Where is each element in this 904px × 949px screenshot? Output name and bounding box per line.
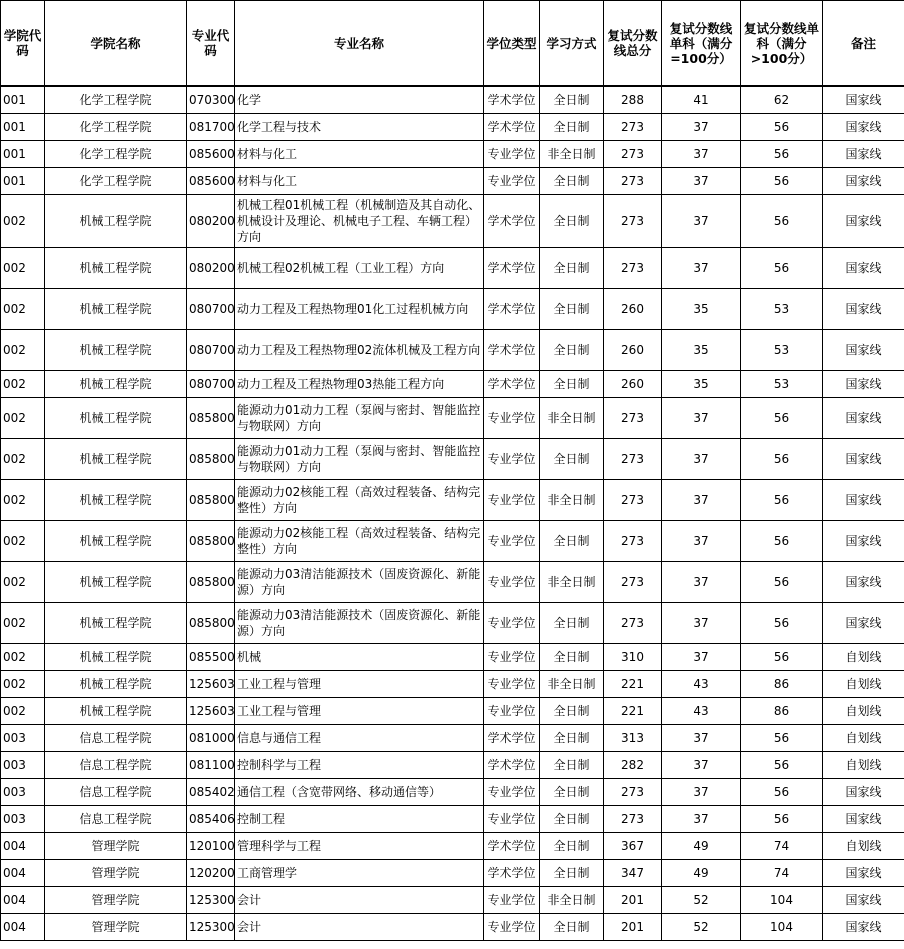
- cell-study-mode: 非全日制: [540, 887, 604, 914]
- cell-single-le100: 37: [662, 248, 741, 289]
- cell-major-code: 085500: [187, 644, 235, 671]
- cell-college-code: 002: [1, 671, 45, 698]
- cell-single-gt100: 56: [741, 562, 823, 603]
- table-row: [1, 725, 904, 752]
- cell-major-code: 125300: [187, 887, 235, 914]
- cell-total-score: 282: [604, 752, 662, 779]
- cell-major-code: 125603: [187, 698, 235, 725]
- table-row: [1, 330, 904, 371]
- cell-remark: 自划线: [823, 644, 904, 671]
- header-major-name: 专业名称: [235, 1, 484, 86]
- cell-single-gt100: 56: [741, 521, 823, 562]
- cell-single-gt100: 56: [741, 168, 823, 195]
- cell-study-mode: 全日制: [540, 168, 604, 195]
- cell-degree-type: 专业学位: [484, 779, 540, 806]
- cell-degree-type: 学术学位: [484, 330, 540, 371]
- table-row: [1, 141, 904, 168]
- table-row: [1, 833, 904, 860]
- cell-remark: 国家线: [823, 521, 904, 562]
- cell-total-score: 260: [604, 330, 662, 371]
- cell-major-name: 材料与化工: [235, 141, 484, 168]
- table-row: [1, 644, 904, 671]
- cell-single-le100: 49: [662, 860, 741, 887]
- table-row: [1, 914, 904, 941]
- cell-remark: 国家线: [823, 887, 904, 914]
- cell-college-name: 机械工程学院: [45, 289, 187, 330]
- table-row: [1, 195, 904, 248]
- table-row: [1, 752, 904, 779]
- cell-major-name: 能源动力01动力工程（泵阀与密封、智能监控与物联网）方向: [235, 398, 484, 439]
- cell-single-gt100: 56: [741, 195, 823, 248]
- cell-degree-type: 专业学位: [484, 141, 540, 168]
- cell-college-name: 机械工程学院: [45, 644, 187, 671]
- cell-major-name: 能源动力03清洁能源技术（固废资源化、新能源）方向: [235, 603, 484, 644]
- table-row: [1, 806, 904, 833]
- cell-study-mode: 全日制: [540, 833, 604, 860]
- cell-college-code: 002: [1, 248, 45, 289]
- cell-total-score: 273: [604, 114, 662, 141]
- cell-study-mode: 全日制: [540, 371, 604, 398]
- table-row: [1, 114, 904, 141]
- cell-major-code: 085800: [187, 398, 235, 439]
- cell-single-gt100: 56: [741, 248, 823, 289]
- cell-single-gt100: 56: [741, 114, 823, 141]
- cell-college-name: 机械工程学院: [45, 698, 187, 725]
- cell-remark: 自划线: [823, 752, 904, 779]
- cell-remark: 国家线: [823, 330, 904, 371]
- cell-college-name: 机械工程学院: [45, 371, 187, 398]
- cell-major-name: 会计: [235, 887, 484, 914]
- cell-college-name: 机械工程学院: [45, 671, 187, 698]
- cell-major-code: 120200: [187, 860, 235, 887]
- cell-remark: 国家线: [823, 860, 904, 887]
- cell-single-gt100: 86: [741, 671, 823, 698]
- cell-degree-type: 专业学位: [484, 806, 540, 833]
- cell-college-name: 管理学院: [45, 887, 187, 914]
- cell-single-le100: 37: [662, 439, 741, 480]
- cell-single-le100: 37: [662, 168, 741, 195]
- cell-single-gt100: 56: [741, 725, 823, 752]
- cell-total-score: 310: [604, 644, 662, 671]
- table-row: [1, 439, 904, 480]
- cell-single-gt100: 74: [741, 833, 823, 860]
- cell-single-gt100: 56: [741, 752, 823, 779]
- cell-total-score: 201: [604, 914, 662, 941]
- cell-study-mode: 全日制: [540, 603, 604, 644]
- table-row: [1, 698, 904, 725]
- header-single-gt100: 复试分数线单科（满分>100分）: [741, 1, 823, 86]
- cell-total-score: 273: [604, 141, 662, 168]
- cell-study-mode: 全日制: [540, 87, 604, 114]
- cell-college-code: 003: [1, 779, 45, 806]
- cell-college-name: 机械工程学院: [45, 398, 187, 439]
- table-row: [1, 671, 904, 698]
- cell-single-gt100: 56: [741, 779, 823, 806]
- cell-college-code: 004: [1, 887, 45, 914]
- cell-degree-type: 专业学位: [484, 562, 540, 603]
- cell-total-score: 273: [604, 521, 662, 562]
- table-row: [1, 887, 904, 914]
- cell-single-le100: 37: [662, 480, 741, 521]
- cell-major-name: 控制科学与工程: [235, 752, 484, 779]
- cell-major-code: 070300: [187, 87, 235, 114]
- cell-total-score: 273: [604, 439, 662, 480]
- header-total-line: 复试分数线总分: [604, 1, 662, 86]
- cell-college-code: 003: [1, 752, 45, 779]
- header-college-name: 学院名称: [45, 1, 187, 86]
- cell-study-mode: 全日制: [540, 806, 604, 833]
- cell-study-mode: 全日制: [540, 644, 604, 671]
- cell-remark: 国家线: [823, 248, 904, 289]
- cell-college-code: 002: [1, 480, 45, 521]
- table-row: [1, 603, 904, 644]
- cell-college-name: 管理学院: [45, 860, 187, 887]
- cell-single-gt100: 53: [741, 371, 823, 398]
- cell-total-score: 288: [604, 87, 662, 114]
- header-major-code: 专业代码: [187, 1, 235, 86]
- cell-study-mode: 非全日制: [540, 671, 604, 698]
- cell-study-mode: 全日制: [540, 248, 604, 289]
- cell-remark: 自划线: [823, 833, 904, 860]
- cell-single-le100: 35: [662, 330, 741, 371]
- table-row: [1, 779, 904, 806]
- cell-single-gt100: 86: [741, 698, 823, 725]
- cell-single-le100: 37: [662, 398, 741, 439]
- cell-degree-type: 学术学位: [484, 289, 540, 330]
- cell-study-mode: 全日制: [540, 860, 604, 887]
- cell-total-score: 367: [604, 833, 662, 860]
- cell-college-name: 化学工程学院: [45, 168, 187, 195]
- cell-major-name: 机械工程01机械工程（机械制造及其自动化、机械设计及理论、机械电子工程、车辆工程）方向: [235, 195, 484, 248]
- cell-major-name: 会计: [235, 914, 484, 941]
- cell-major-code: 081000: [187, 725, 235, 752]
- cell-total-score: 273: [604, 603, 662, 644]
- cell-degree-type: 专业学位: [484, 168, 540, 195]
- cell-single-gt100: 104: [741, 914, 823, 941]
- cell-single-gt100: 56: [741, 398, 823, 439]
- cell-college-code: 001: [1, 114, 45, 141]
- cell-remark: 国家线: [823, 779, 904, 806]
- cell-major-code: 080200: [187, 195, 235, 248]
- cell-major-name: 能源动力02核能工程（高效过程装备、结构完整性）方向: [235, 521, 484, 562]
- header-row: [1, 1, 904, 86]
- cell-single-le100: 37: [662, 195, 741, 248]
- table-row: [1, 860, 904, 887]
- cell-study-mode: 非全日制: [540, 141, 604, 168]
- cell-single-gt100: 56: [741, 806, 823, 833]
- cell-college-code: 004: [1, 914, 45, 941]
- cell-major-code: 085402: [187, 779, 235, 806]
- cell-degree-type: 专业学位: [484, 521, 540, 562]
- cell-single-le100: 49: [662, 833, 741, 860]
- cell-degree-type: 专业学位: [484, 644, 540, 671]
- cell-degree-type: 学术学位: [484, 860, 540, 887]
- cell-degree-type: 专业学位: [484, 480, 540, 521]
- cell-single-gt100: 56: [741, 439, 823, 480]
- cell-college-code: 002: [1, 195, 45, 248]
- cell-college-name: 管理学院: [45, 833, 187, 860]
- cell-total-score: 201: [604, 887, 662, 914]
- cell-major-name: 动力工程及工程热物理01化工过程机械方向: [235, 289, 484, 330]
- cell-remark: 国家线: [823, 562, 904, 603]
- cell-remark: 自划线: [823, 698, 904, 725]
- cell-college-name: 化学工程学院: [45, 87, 187, 114]
- cell-single-gt100: 56: [741, 603, 823, 644]
- cell-single-le100: 37: [662, 806, 741, 833]
- cell-degree-type: 学术学位: [484, 87, 540, 114]
- cell-college-code: 002: [1, 644, 45, 671]
- table-row: [1, 87, 904, 114]
- cell-single-le100: 43: [662, 698, 741, 725]
- cell-single-le100: 37: [662, 521, 741, 562]
- cell-major-code: 085600: [187, 141, 235, 168]
- cell-remark: 国家线: [823, 168, 904, 195]
- cell-remark: 国家线: [823, 480, 904, 521]
- cell-single-le100: 37: [662, 752, 741, 779]
- cell-single-le100: 37: [662, 644, 741, 671]
- cell-college-name: 信息工程学院: [45, 806, 187, 833]
- cell-major-code: 080700: [187, 330, 235, 371]
- cell-major-code: 080700: [187, 289, 235, 330]
- cell-college-code: 002: [1, 562, 45, 603]
- cell-major-name: 机械: [235, 644, 484, 671]
- cell-degree-type: 专业学位: [484, 887, 540, 914]
- cell-college-code: 004: [1, 833, 45, 860]
- cell-college-code: 002: [1, 371, 45, 398]
- cell-remark: 国家线: [823, 141, 904, 168]
- cell-major-name: 管理科学与工程: [235, 833, 484, 860]
- cell-degree-type: 学术学位: [484, 752, 540, 779]
- cell-single-le100: 52: [662, 887, 741, 914]
- cell-degree-type: 学术学位: [484, 725, 540, 752]
- cell-single-le100: 35: [662, 371, 741, 398]
- cell-study-mode: 全日制: [540, 289, 604, 330]
- cell-major-code: 080200: [187, 248, 235, 289]
- cell-college-code: 002: [1, 521, 45, 562]
- cell-single-le100: 37: [662, 779, 741, 806]
- cell-single-gt100: 53: [741, 289, 823, 330]
- table-row: [1, 521, 904, 562]
- cell-total-score: 313: [604, 725, 662, 752]
- cell-total-score: 273: [604, 806, 662, 833]
- cell-college-name: 管理学院: [45, 914, 187, 941]
- cell-single-gt100: 62: [741, 87, 823, 114]
- cell-single-gt100: 56: [741, 480, 823, 521]
- cell-study-mode: 全日制: [540, 752, 604, 779]
- cell-major-name: 能源动力03清洁能源技术（固废资源化、新能源）方向: [235, 562, 484, 603]
- cell-remark: 国家线: [823, 371, 904, 398]
- cell-single-le100: 37: [662, 562, 741, 603]
- cell-college-name: 信息工程学院: [45, 752, 187, 779]
- cell-single-le100: 37: [662, 141, 741, 168]
- cell-remark: 国家线: [823, 289, 904, 330]
- cell-remark: 自划线: [823, 725, 904, 752]
- cell-college-name: 机械工程学院: [45, 480, 187, 521]
- table-row: [1, 398, 904, 439]
- cell-remark: 国家线: [823, 398, 904, 439]
- header-college-code: 学院代码: [1, 1, 45, 86]
- cell-major-code: 085800: [187, 480, 235, 521]
- cell-study-mode: 全日制: [540, 439, 604, 480]
- cell-study-mode: 非全日制: [540, 562, 604, 603]
- table-row: [1, 371, 904, 398]
- cell-single-gt100: 53: [741, 330, 823, 371]
- cell-degree-type: 专业学位: [484, 671, 540, 698]
- cell-college-code: 003: [1, 806, 45, 833]
- cell-remark: 国家线: [823, 87, 904, 114]
- header-single-le100: 复试分数线单科（满分=100分）: [662, 1, 741, 86]
- cell-degree-type: 专业学位: [484, 398, 540, 439]
- cell-remark: 国家线: [823, 603, 904, 644]
- cell-college-name: 机械工程学院: [45, 439, 187, 480]
- cell-single-le100: 43: [662, 671, 741, 698]
- cell-college-name: 化学工程学院: [45, 141, 187, 168]
- cell-college-name: 机械工程学院: [45, 195, 187, 248]
- cell-study-mode: 全日制: [540, 725, 604, 752]
- cell-total-score: 273: [604, 248, 662, 289]
- table-row: [1, 480, 904, 521]
- cell-college-name: 信息工程学院: [45, 725, 187, 752]
- cell-total-score: 273: [604, 195, 662, 248]
- cell-major-code: 085800: [187, 521, 235, 562]
- cell-major-code: 085800: [187, 439, 235, 480]
- cell-total-score: 260: [604, 289, 662, 330]
- cell-total-score: 273: [604, 168, 662, 195]
- cell-college-code: 002: [1, 439, 45, 480]
- cell-study-mode: 全日制: [540, 914, 604, 941]
- cell-major-name: 控制工程: [235, 806, 484, 833]
- cell-degree-type: 学术学位: [484, 195, 540, 248]
- cell-major-name: 动力工程及工程热物理02流体机械及工程方向: [235, 330, 484, 371]
- cell-college-name: 信息工程学院: [45, 779, 187, 806]
- cell-total-score: 260: [604, 371, 662, 398]
- table-row: [1, 562, 904, 603]
- cell-degree-type: 专业学位: [484, 914, 540, 941]
- table-row: [1, 248, 904, 289]
- cell-college-code: 001: [1, 87, 45, 114]
- cell-single-le100: 37: [662, 114, 741, 141]
- cell-college-name: 机械工程学院: [45, 521, 187, 562]
- cell-major-name: 通信工程（含宽带网络、移动通信等）: [235, 779, 484, 806]
- cell-major-code: 085406: [187, 806, 235, 833]
- table-row: [1, 168, 904, 195]
- cell-total-score: 273: [604, 562, 662, 603]
- table-body: [1, 86, 904, 941]
- cell-major-name: 工业工程与管理: [235, 698, 484, 725]
- cell-college-code: 002: [1, 603, 45, 644]
- cell-study-mode: 全日制: [540, 114, 604, 141]
- cell-college-name: 机械工程学院: [45, 248, 187, 289]
- cell-major-code: 120100: [187, 833, 235, 860]
- table-row: [1, 289, 904, 330]
- header-remark: 备注: [823, 1, 904, 86]
- cell-college-code: 004: [1, 860, 45, 887]
- cell-major-name: 工商管理学: [235, 860, 484, 887]
- cell-total-score: 273: [604, 480, 662, 521]
- cell-degree-type: 专业学位: [484, 439, 540, 480]
- cell-major-name: 机械工程02机械工程（工业工程）方向: [235, 248, 484, 289]
- cell-remark: 国家线: [823, 914, 904, 941]
- cell-single-gt100: 56: [741, 644, 823, 671]
- cell-single-le100: 35: [662, 289, 741, 330]
- cell-total-score: 273: [604, 398, 662, 439]
- cell-major-name: 工业工程与管理: [235, 671, 484, 698]
- cell-degree-type: 专业学位: [484, 698, 540, 725]
- cell-major-code: 125300: [187, 914, 235, 941]
- cell-study-mode: 全日制: [540, 330, 604, 371]
- cell-study-mode: 全日制: [540, 698, 604, 725]
- cell-remark: 国家线: [823, 806, 904, 833]
- cell-single-le100: 37: [662, 725, 741, 752]
- cell-major-name: 动力工程及工程热物理03热能工程方向: [235, 371, 484, 398]
- cell-major-code: 080700: [187, 371, 235, 398]
- header-study-mode: 学习方式: [540, 1, 604, 86]
- cell-major-code: 085600: [187, 168, 235, 195]
- cell-remark: 国家线: [823, 114, 904, 141]
- cell-college-code: 002: [1, 330, 45, 371]
- cell-total-score: 347: [604, 860, 662, 887]
- cell-total-score: 221: [604, 671, 662, 698]
- cell-degree-type: 学术学位: [484, 371, 540, 398]
- cell-major-code: 085800: [187, 603, 235, 644]
- cell-single-gt100: 56: [741, 141, 823, 168]
- cell-college-code: 002: [1, 289, 45, 330]
- cell-single-gt100: 104: [741, 887, 823, 914]
- cell-major-code: 081100: [187, 752, 235, 779]
- cell-college-code: 002: [1, 398, 45, 439]
- cell-major-name: 化学: [235, 87, 484, 114]
- cell-single-gt100: 74: [741, 860, 823, 887]
- cell-major-code: 085800: [187, 562, 235, 603]
- cell-major-name: 信息与通信工程: [235, 725, 484, 752]
- cell-college-code: 003: [1, 725, 45, 752]
- cell-single-le100: 37: [662, 603, 741, 644]
- cell-single-le100: 41: [662, 87, 741, 114]
- cell-study-mode: 全日制: [540, 521, 604, 562]
- cell-degree-type: 学术学位: [484, 248, 540, 289]
- cell-remark: 自划线: [823, 671, 904, 698]
- cell-degree-type: 学术学位: [484, 833, 540, 860]
- cell-major-name: 材料与化工: [235, 168, 484, 195]
- cell-study-mode: 非全日制: [540, 480, 604, 521]
- cell-college-code: 001: [1, 168, 45, 195]
- cell-single-le100: 52: [662, 914, 741, 941]
- cell-total-score: 221: [604, 698, 662, 725]
- cell-major-code: 125603: [187, 671, 235, 698]
- cell-study-mode: 非全日制: [540, 398, 604, 439]
- cell-major-name: 化学工程与技术: [235, 114, 484, 141]
- cell-college-name: 化学工程学院: [45, 114, 187, 141]
- cell-degree-type: 专业学位: [484, 603, 540, 644]
- cell-college-name: 机械工程学院: [45, 562, 187, 603]
- cell-major-name: 能源动力02核能工程（高效过程装备、结构完整性）方向: [235, 480, 484, 521]
- cell-study-mode: 全日制: [540, 195, 604, 248]
- cell-major-code: 081700: [187, 114, 235, 141]
- cell-college-name: 机械工程学院: [45, 330, 187, 371]
- header-degree-type: 学位类型: [484, 1, 540, 86]
- cell-degree-type: 学术学位: [484, 114, 540, 141]
- cell-college-name: 机械工程学院: [45, 603, 187, 644]
- cell-study-mode: 全日制: [540, 779, 604, 806]
- cell-major-name: 能源动力01动力工程（泵阀与密封、智能监控与物联网）方向: [235, 439, 484, 480]
- cell-remark: 国家线: [823, 195, 904, 248]
- cell-total-score: 273: [604, 779, 662, 806]
- cell-college-code: 001: [1, 141, 45, 168]
- cell-college-code: 002: [1, 698, 45, 725]
- cell-remark: 国家线: [823, 439, 904, 480]
